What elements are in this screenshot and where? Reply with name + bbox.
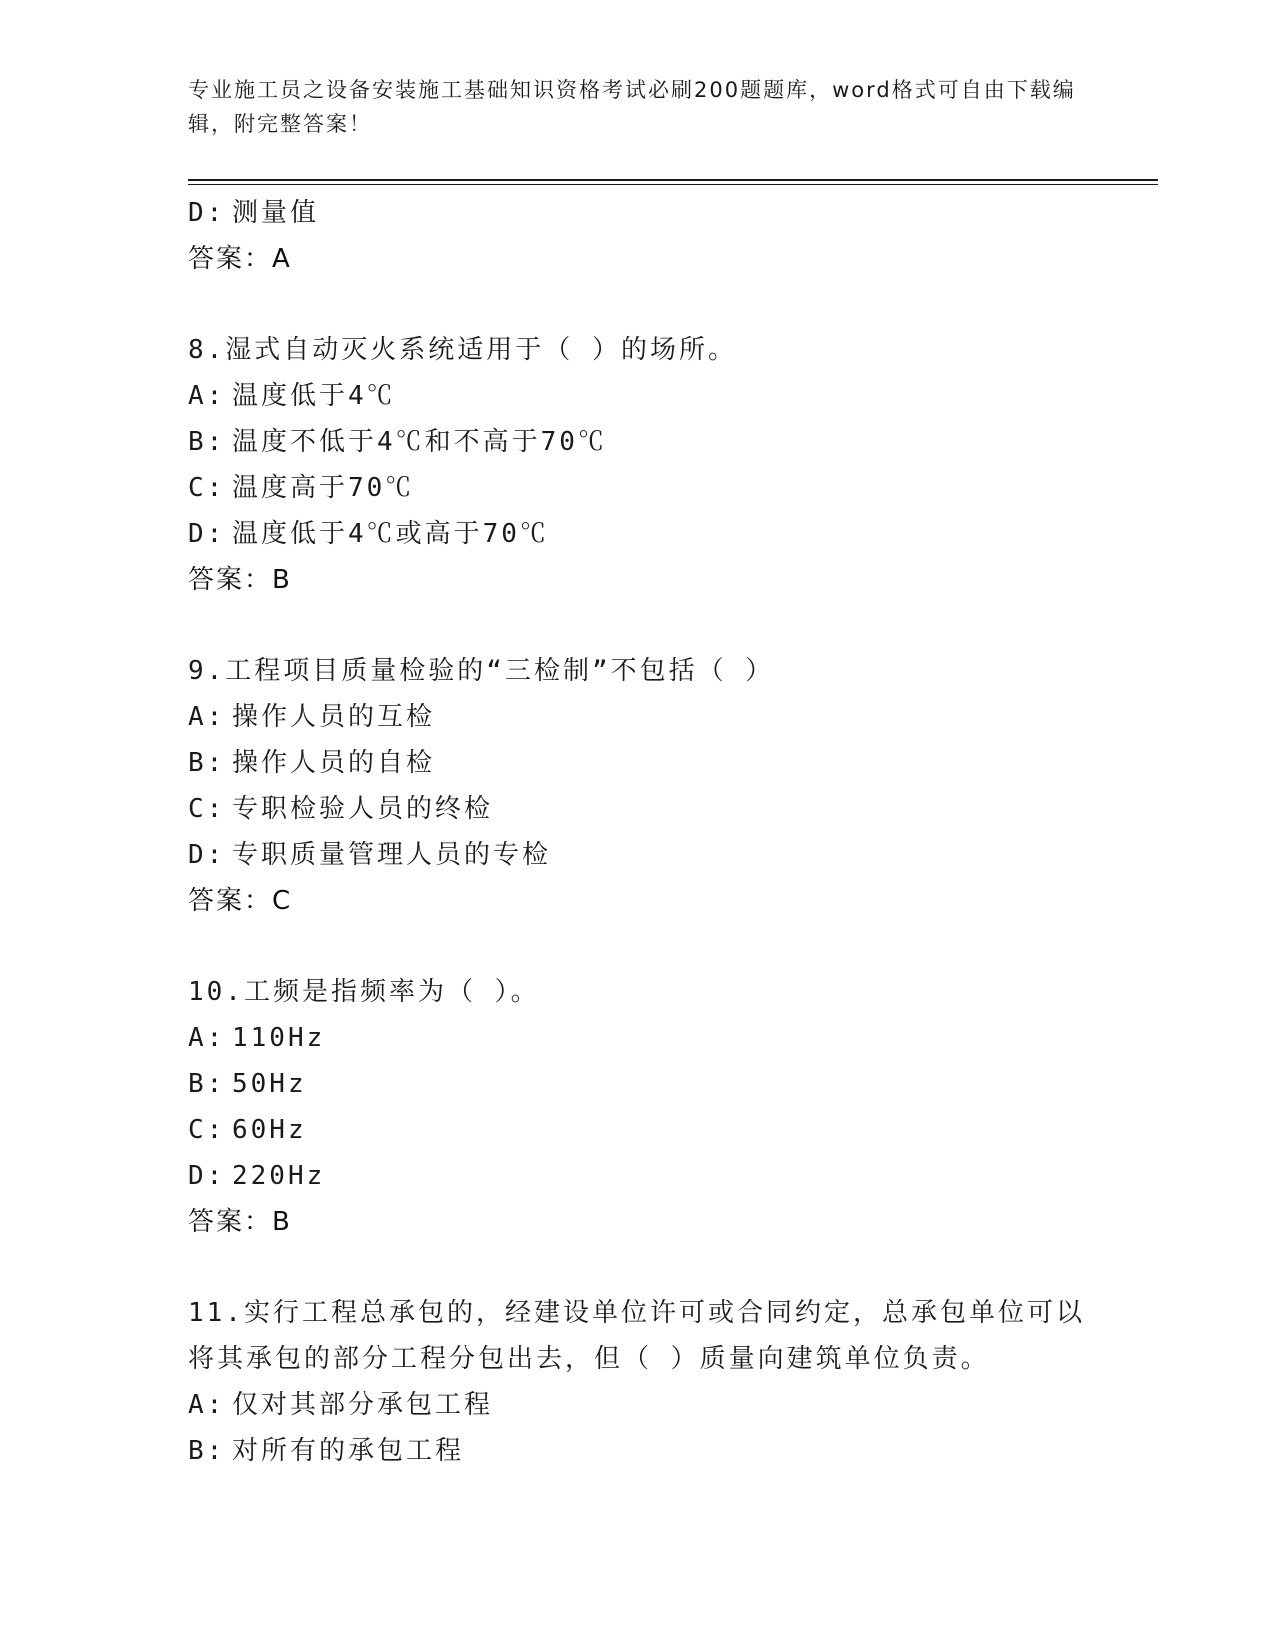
- option-label: D:: [188, 198, 226, 228]
- option-label: A:: [188, 381, 226, 411]
- option-label: A:: [188, 702, 226, 732]
- option-text: 温度低于4℃: [232, 381, 396, 411]
- option-label: C:: [188, 794, 226, 824]
- option-text: 60Hz: [232, 1115, 307, 1145]
- option-text: 50Hz: [232, 1069, 307, 1099]
- option-text: 温度低于4℃或高于70℃: [232, 519, 549, 549]
- option-d: [188, 832, 1088, 878]
- option-a: [188, 373, 1088, 419]
- answer-line: 答案：B: [188, 1207, 292, 1237]
- option-label: B:: [188, 748, 226, 778]
- option-text: 温度高于70℃: [232, 473, 415, 503]
- question-7-continued: [188, 190, 1088, 282]
- option-text: 220Hz: [232, 1161, 326, 1191]
- spacer: [188, 282, 1088, 327]
- question-stem: 8.湿式自动灭火系统适用于（ ）的场所。: [188, 335, 737, 365]
- question-stem: 10.工频是指频率为（ ）。: [188, 977, 540, 1007]
- option-label: D:: [188, 840, 226, 870]
- option-c: [188, 786, 1088, 832]
- spacer: [188, 603, 1088, 648]
- option-label: A:: [188, 1390, 226, 1420]
- question-11: [188, 1290, 1088, 1474]
- option-b: [188, 1061, 1088, 1107]
- option-label: D:: [188, 519, 226, 549]
- header-divider-thin: [188, 184, 1158, 185]
- question-stem: 9.工程项目质量检验的“三检制”不包括（ ）: [188, 656, 775, 686]
- header-divider-thick: [188, 179, 1158, 181]
- question-10: [188, 969, 1088, 1245]
- option-c: [188, 1107, 1088, 1153]
- question-stem-line-2: 将其承包的部分工程分包出去，但（ ）质量向建筑单位负责。: [188, 1344, 990, 1374]
- option-text: 操作人员的互检: [232, 702, 436, 732]
- document-header: [188, 73, 1088, 141]
- option-d: [188, 1153, 1088, 1199]
- option-b: [188, 419, 1088, 465]
- option-b: [188, 1428, 1088, 1474]
- question-stem-line-1: 11.实行工程总承包的，经建设单位许可或合同约定，总承包单位可以: [188, 1298, 1085, 1328]
- option-label: C:: [188, 1115, 226, 1145]
- option-text: 测量值: [232, 198, 320, 228]
- option-label: C:: [188, 473, 226, 503]
- option-text: 专职检验人员的终检: [232, 794, 494, 824]
- option-b: [188, 740, 1088, 786]
- document-title: 专业施工员之设备安装施工基础知识资格考试必刷200题题库，word格式可自由下载编辑，附完整答案！: [188, 78, 1076, 136]
- option-text: 仅对其部分承包工程: [232, 1390, 494, 1420]
- option-a: [188, 1382, 1088, 1428]
- option-text: 110Hz: [232, 1023, 326, 1053]
- option-label: B:: [188, 427, 226, 457]
- question-9: [188, 648, 1088, 924]
- option-text: 专职质量管理人员的专检: [232, 840, 552, 870]
- spacer: [188, 924, 1088, 969]
- question-list: [188, 190, 1088, 1474]
- option-label: B:: [188, 1436, 226, 1466]
- answer-line: 答案：B: [188, 565, 292, 595]
- answer-line: 答案：A: [188, 244, 292, 274]
- spacer: [188, 1245, 1088, 1290]
- answer-line: 答案：C: [188, 886, 293, 916]
- option-label: D:: [188, 1161, 226, 1191]
- option-text: 对所有的承包工程: [232, 1436, 465, 1466]
- option-a: [188, 1015, 1088, 1061]
- option-a: [188, 694, 1088, 740]
- option-label: A:: [188, 1023, 226, 1053]
- option-d: [188, 511, 1088, 557]
- option-d: [188, 190, 1088, 236]
- option-text: 操作人员的自检: [232, 748, 436, 778]
- option-c: [188, 465, 1088, 511]
- option-text: 温度不低于4℃和不高于70℃: [232, 427, 607, 457]
- question-8: [188, 327, 1088, 603]
- option-label: B:: [188, 1069, 226, 1099]
